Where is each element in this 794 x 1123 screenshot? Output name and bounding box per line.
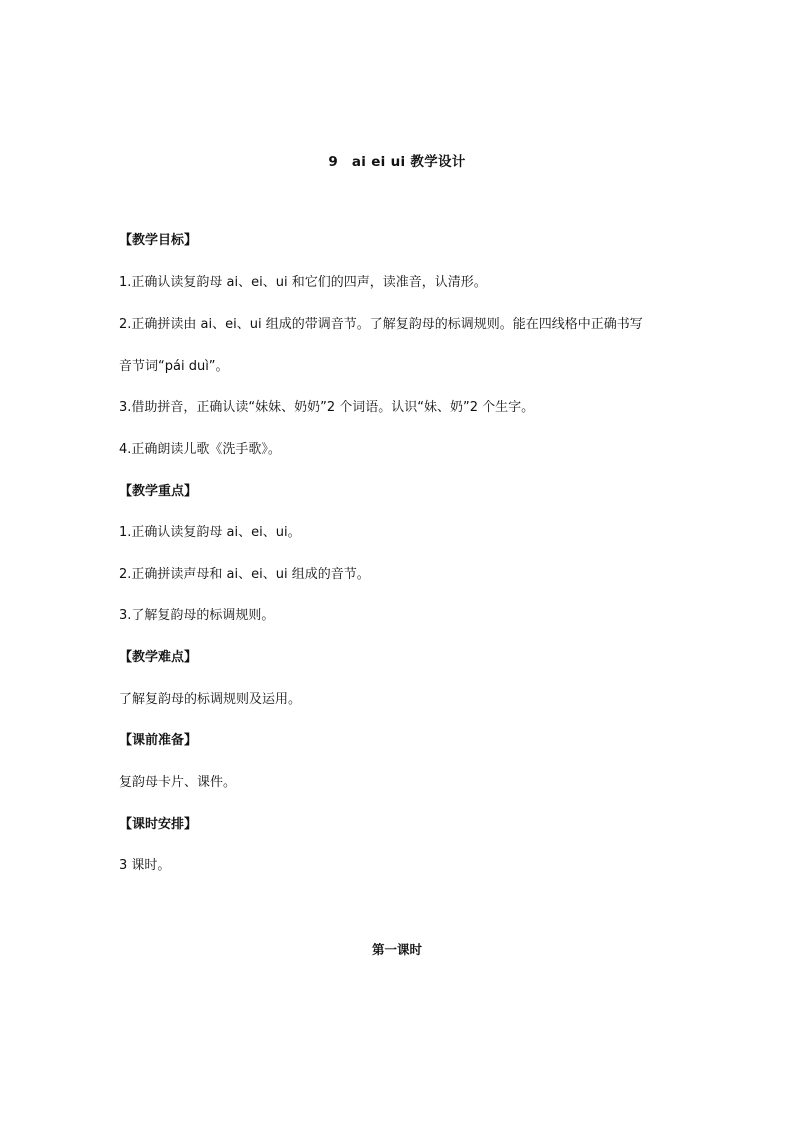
section-heading-preparation: 【课前准备】 — [119, 733, 198, 748]
key-point-item-3: 3.了解复韵母的标调规则。 — [119, 608, 275, 623]
key-point-item-1: 1.正确认读复韵母 ai、ei、ui。 — [119, 525, 301, 540]
section-heading-difficulties: 【教学难点】 — [119, 650, 198, 665]
section-heading-objectives: 【教学目标】 — [119, 233, 198, 248]
key-point-item-2: 2.正确拼读声母和 ai、ei、ui 组成的音节。 — [119, 567, 370, 582]
document-title: 9 ai ei ui 教学设计 — [328, 154, 466, 170]
preparation-item: 复韵母卡片、课件。 — [119, 775, 237, 790]
lesson-heading: 第一课时 — [371, 942, 422, 957]
schedule-item: 3 课时。 — [119, 858, 171, 873]
objective-item-2-continued: 音节词“pái duì”。 — [119, 359, 229, 374]
objective-item-3: 3.借助拼音，正确认读“妹妹、奶奶”2 个词语。认识“妹、奶”2 个生字。 — [119, 400, 535, 415]
section-heading-key-points: 【教学重点】 — [119, 484, 198, 499]
objective-item-2: 2.正确拼读由 ai、ei、ui 组成的带调音节。了解复韵母的标调规则。能在四线格中正确书写 — [119, 317, 643, 332]
objective-item-4: 4.正确朗读儿歌《洗手歌》。 — [119, 442, 281, 457]
difficulty-item: 了解复韵母的标调规则及运用。 — [119, 692, 302, 707]
objective-item-1: 1.正确认读复韵母 ai、ei、ui 和它们的四声，读准音，认清形。 — [119, 275, 487, 290]
section-heading-schedule: 【课时安排】 — [119, 817, 198, 832]
